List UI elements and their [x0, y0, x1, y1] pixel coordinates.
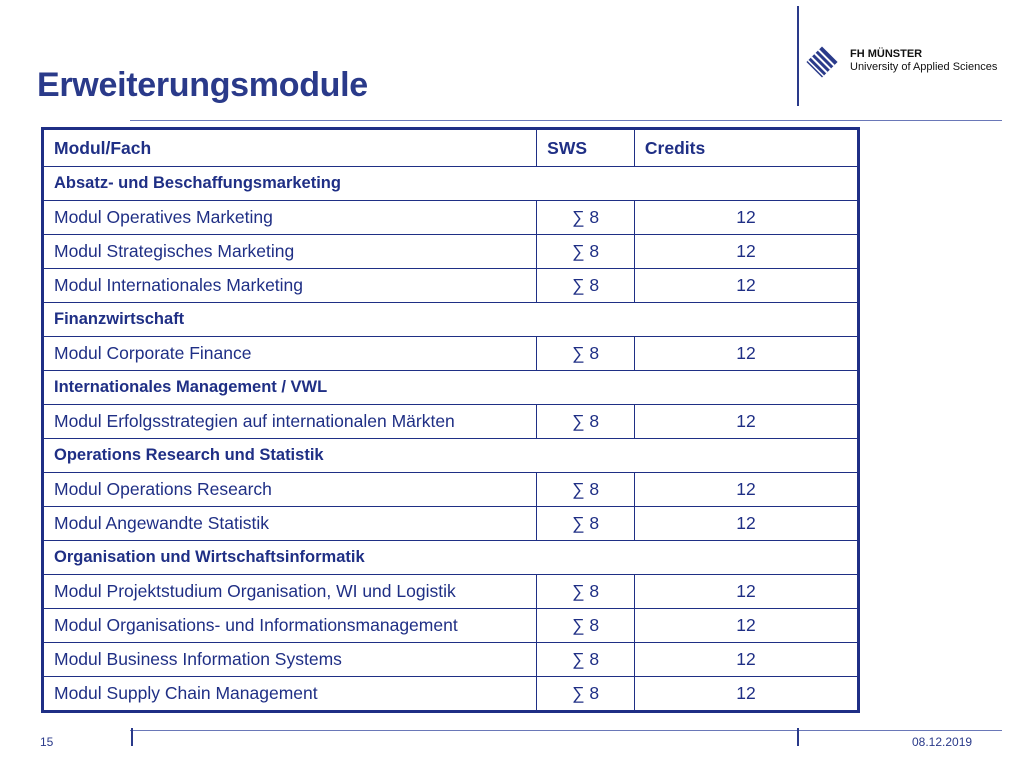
module-name: Modul Internationales Marketing — [43, 269, 537, 303]
table-row — [43, 609, 859, 643]
credits-value: 12 — [634, 643, 858, 677]
credits-value: 12 — [634, 609, 858, 643]
logo-text — [850, 48, 997, 74]
table-header-row — [43, 129, 859, 167]
module-name: Modul Projektstudium Organisation, WI und Logistik — [43, 575, 537, 609]
section-title: Internationales Management / VWL — [43, 371, 859, 405]
fh-muenster-logo-icon — [806, 46, 838, 78]
sws-value: ∑ 8 — [537, 269, 635, 303]
module-name: Modul Erfolgsstrategien auf internationalen Märkten — [43, 405, 537, 439]
module-name: Modul Supply Chain Management — [43, 677, 537, 712]
credits-value: 12 — [634, 405, 858, 439]
column-header-credits: Credits — [634, 129, 858, 167]
header-divider-vertical — [797, 6, 799, 106]
section-title: Absatz- und Beschaffungsmarketing — [43, 167, 859, 201]
module-name: Modul Operatives Marketing — [43, 201, 537, 235]
credits-value: 12 — [634, 337, 858, 371]
sws-value: ∑ 8 — [537, 201, 635, 235]
module-name: Modul Angewandte Statistik — [43, 507, 537, 541]
credits-value: 12 — [634, 201, 858, 235]
sws-value: ∑ 8 — [537, 609, 635, 643]
section-row — [43, 541, 859, 575]
sws-value: ∑ 8 — [537, 643, 635, 677]
page-number: 15 — [40, 735, 54, 749]
page-title: Erweiterungsmodule — [37, 66, 368, 104]
logo-line-1: FH MÜNSTER — [850, 48, 923, 60]
table-row — [43, 575, 859, 609]
fh-muenster-logo — [806, 46, 1016, 82]
section-row — [43, 167, 859, 201]
credits-value: 12 — [634, 575, 858, 609]
module-name: Modul Strategisches Marketing — [43, 235, 537, 269]
section-row — [43, 371, 859, 405]
sws-value: ∑ 8 — [537, 575, 635, 609]
table-row — [43, 677, 859, 712]
credits-value: 12 — [634, 507, 858, 541]
table-row — [43, 337, 859, 371]
sws-value: ∑ 8 — [537, 405, 635, 439]
section-title: Operations Research und Statistik — [43, 439, 859, 473]
section-row — [43, 303, 859, 337]
footer-divider-left — [131, 728, 133, 746]
sws-value: ∑ 8 — [537, 337, 635, 371]
section-title: Finanzwirtschaft — [43, 303, 859, 337]
footer-rule — [130, 730, 1002, 731]
section-title: Organisation und Wirtschaftsinformatik — [43, 541, 859, 575]
table-row — [43, 235, 859, 269]
table-row — [43, 643, 859, 677]
table-row — [43, 269, 859, 303]
column-header-sws: SWS — [537, 129, 635, 167]
sws-value: ∑ 8 — [537, 507, 635, 541]
module-name: Modul Organisations- und Informationsmanagement — [43, 609, 537, 643]
table-row — [43, 507, 859, 541]
credits-value: 12 — [634, 235, 858, 269]
sws-value: ∑ 8 — [537, 473, 635, 507]
section-row — [43, 439, 859, 473]
module-name: Modul Operations Research — [43, 473, 537, 507]
table-row — [43, 405, 859, 439]
module-name: Modul Business Information Systems — [43, 643, 537, 677]
header-rule — [130, 120, 1002, 121]
logo-line-2: University of Applied Sciences — [850, 61, 998, 73]
slide-date: 08.12.2019 — [912, 735, 973, 749]
credits-value: 12 — [634, 269, 858, 303]
table-row — [43, 201, 859, 235]
column-header-module: Modul/Fach — [43, 129, 537, 167]
module-name: Modul Corporate Finance — [43, 337, 537, 371]
table-row — [43, 473, 859, 507]
sws-value: ∑ 8 — [537, 235, 635, 269]
modules-table — [41, 127, 860, 713]
credits-value: 12 — [634, 473, 858, 507]
credits-value: 12 — [634, 677, 858, 712]
footer-divider-right — [797, 728, 799, 746]
sws-value: ∑ 8 — [537, 677, 635, 712]
